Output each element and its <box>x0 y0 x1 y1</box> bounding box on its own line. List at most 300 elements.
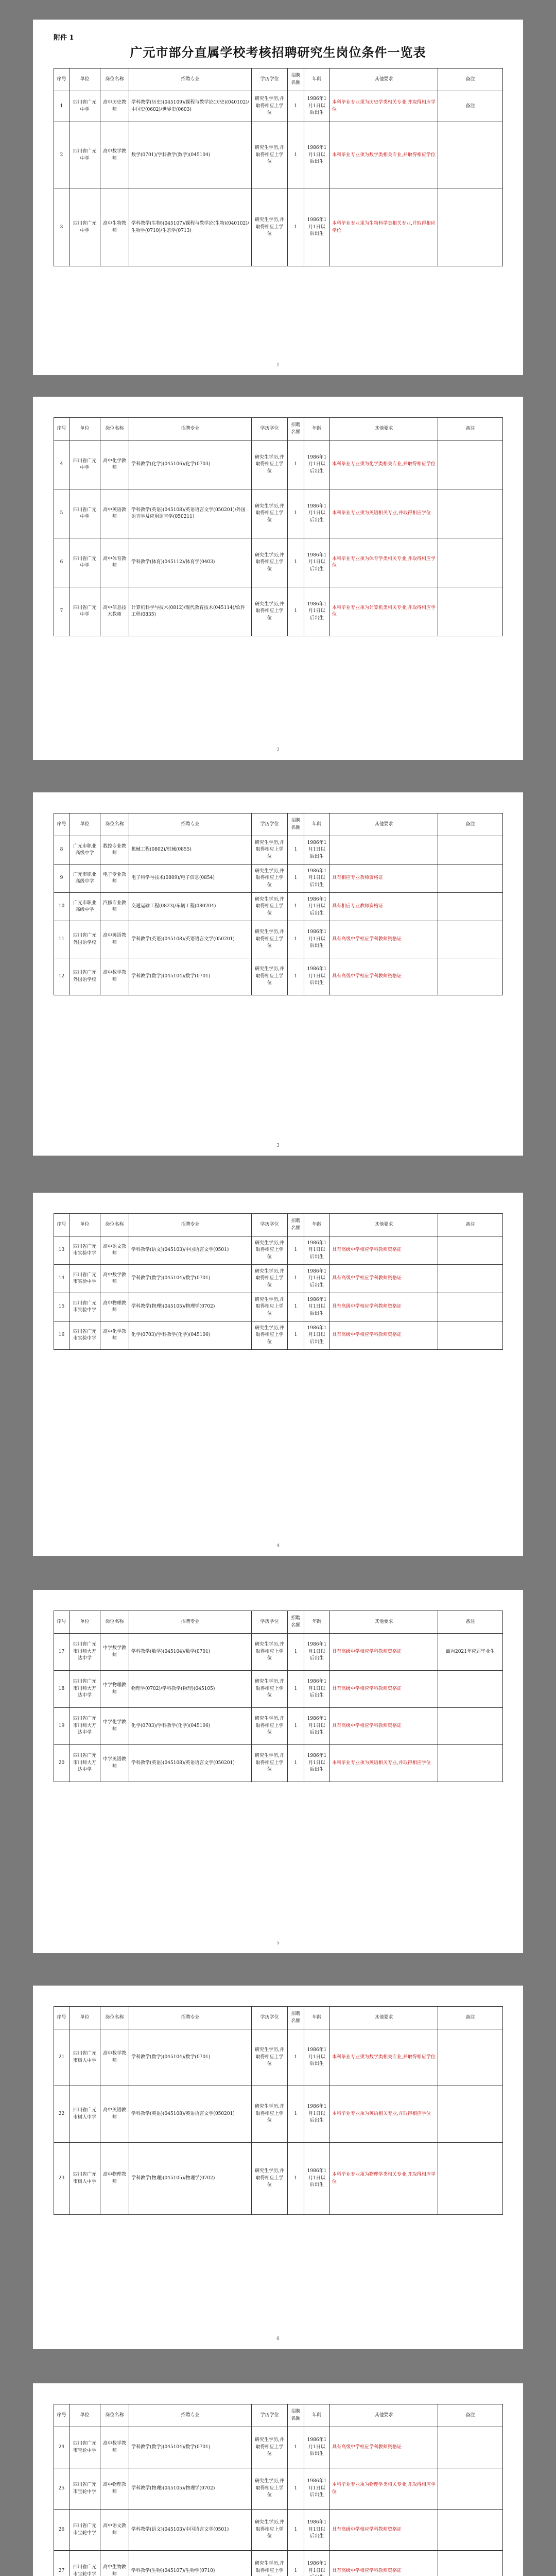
cell-remark <box>438 2551 503 2576</box>
cell-remark <box>438 836 503 865</box>
cell-degree: 研究生学历,并取得相应上学位 <box>252 1293 288 1321</box>
cell-major: 学科教学(数学)(045104)/数学(0701) <box>129 2029 252 2086</box>
cell-unit: 四川省广元市宝轮中学 <box>70 2468 100 2510</box>
cell-post: 高中生物教师 <box>100 2551 129 2576</box>
cell-degree: 研究生学历,并取得相应上学位 <box>252 587 288 636</box>
cell-degree: 研究生学历,并取得相应上学位 <box>252 1671 288 1708</box>
cell-degree: 研究生学历,并取得相应上学位 <box>252 440 288 489</box>
cell-major: 计算机科学与技术(0812)/现代教育技术(045114)/软件工程(0835) <box>129 587 252 636</box>
cell-major: 学科教学(数学)(045104)/数学(0701) <box>129 2427 252 2468</box>
cell-degree: 研究生学历,并取得相应上学位 <box>252 2427 288 2468</box>
column-header-quota: 招聘名额 <box>288 2404 304 2427</box>
cell-quota: 1 <box>288 91 304 122</box>
column-header-remark: 备注 <box>438 2007 503 2029</box>
table-row <box>54 440 503 489</box>
cell-quota: 1 <box>288 958 304 995</box>
cell-other: 具有高级中学相应学科教师资格证 <box>330 1321 438 1350</box>
cell-quota: 1 <box>288 2468 304 2510</box>
cell-post: 高中历史教师 <box>100 91 129 122</box>
column-header-unit: 单位 <box>70 69 100 91</box>
cell-no: 6 <box>54 538 70 587</box>
cell-age: 1986年1月1日以后出生 <box>304 440 330 489</box>
cell-post: 高中英语教师 <box>100 2086 129 2143</box>
column-header-degree: 学历学位 <box>252 69 288 91</box>
cell-post: 高中生物教师 <box>100 189 129 266</box>
cell-no: 19 <box>54 1708 70 1745</box>
cell-other: 具有高级中学相应学科教师资格证 <box>330 1265 438 1293</box>
column-header-remark: 备注 <box>438 418 503 440</box>
cell-unit: 四川省广元市川师大万达中学 <box>70 1708 100 1745</box>
cell-other: 具有高级中学相应学科教师资格证 <box>330 958 438 995</box>
cell-unit: 四川省广元市树人中学 <box>70 2029 100 2086</box>
cell-age: 1986年1月1日以后出生 <box>304 1321 330 1350</box>
cell-quota: 1 <box>288 893 304 921</box>
column-header-remark: 备注 <box>438 1611 503 1634</box>
cell-unit: 四川省广元中学 <box>70 538 100 587</box>
cell-age: 1986年1月1日以后出生 <box>304 893 330 921</box>
cell-age: 1986年1月1日以后出生 <box>304 189 330 266</box>
cell-remark <box>438 893 503 921</box>
page-number: 4 <box>276 1544 280 1549</box>
cell-remark <box>438 958 503 995</box>
cell-post: 中学化学教师 <box>100 1708 129 1745</box>
cell-unit: 四川省广元市宝轮中学 <box>70 2510 100 2551</box>
table-row <box>54 1671 503 1708</box>
cell-quota: 1 <box>288 1634 304 1671</box>
cell-other: 具有高级中学相应学科教师资格证 <box>330 1634 438 1671</box>
cell-unit: 广元市职业高级中学 <box>70 893 100 921</box>
cell-post: 高中数学教师 <box>100 2427 129 2468</box>
document-page <box>33 1193 523 1556</box>
column-header-major: 招聘专业 <box>129 2007 252 2029</box>
cell-quota: 1 <box>288 2427 304 2468</box>
cell-age: 1986年1月1日以后出生 <box>304 1236 330 1265</box>
cell-other: 本科毕业专业须为生物科学类相关专业,并取得相应学位 <box>330 189 438 266</box>
column-header-other: 其他要求 <box>330 2404 438 2427</box>
cell-major: 化学(0703)/学科教学(化学)(045106) <box>129 1708 252 1745</box>
table-header-row <box>54 814 503 836</box>
column-header-age: 年龄 <box>304 1611 330 1634</box>
cell-degree: 研究生学历,并取得相应上学位 <box>252 2029 288 2086</box>
cell-unit: 广元市职业高级中学 <box>70 836 100 865</box>
column-header-post: 岗位名称 <box>100 2007 129 2029</box>
cell-major: 学科教学(历史)(045109)/课程与教学论(历史)(040102)/中国史(0602)/世界史(0603) <box>129 91 252 122</box>
cell-major: 学科教学(物理)(045105)/物理学(0702) <box>129 2468 252 2510</box>
cell-age: 1986年1月1日以后出生 <box>304 1634 330 1671</box>
table-row <box>54 2551 503 2576</box>
table-row <box>54 2427 503 2468</box>
cell-post: 高中体育教师 <box>100 538 129 587</box>
column-header-unit: 单位 <box>70 2404 100 2427</box>
cell-unit: 四川省广元中学 <box>70 489 100 538</box>
table-header-row <box>54 1214 503 1236</box>
column-header-unit: 单位 <box>70 418 100 440</box>
cell-post: 高中数学教师 <box>100 2029 129 2086</box>
cell-degree: 研究生学历,并取得相应上学位 <box>252 489 288 538</box>
cell-no: 16 <box>54 1321 70 1350</box>
recruitment-table <box>54 2404 503 2576</box>
cell-post: 中学数学教师 <box>100 1634 129 1671</box>
cell-degree: 研究生学历,并取得相应上学位 <box>252 1634 288 1671</box>
table-row <box>54 893 503 921</box>
cell-remark <box>438 1236 503 1265</box>
cell-remark <box>438 1671 503 1708</box>
cell-major: 学科教学(数学)(045104)/数学(0701) <box>129 1634 252 1671</box>
cell-age: 1986年1月1日以后出生 <box>304 2427 330 2468</box>
cell-other: 具有高级中学相应学科教师资格证 <box>330 2551 438 2576</box>
cell-quota: 1 <box>288 2143 304 2215</box>
cell-age: 1986年1月1日以后出生 <box>304 91 330 122</box>
cell-major: 学科教学(生物)(045107)/生物学(0710) <box>129 2551 252 2576</box>
cell-other: 具有高级中学相应学科教师资格证 <box>330 2427 438 2468</box>
cell-quota: 1 <box>288 865 304 893</box>
cell-age: 1986年1月1日以后出生 <box>304 538 330 587</box>
page-number: 6 <box>276 2336 280 2342</box>
cell-remark <box>438 1321 503 1350</box>
cell-quota: 1 <box>288 587 304 636</box>
cell-major: 学科教学(化学)(045106)/化学(0703) <box>129 440 252 489</box>
cell-degree: 研究生学历,并取得相应上学位 <box>252 538 288 587</box>
cell-no: 18 <box>54 1671 70 1708</box>
column-header-remark: 备注 <box>438 2404 503 2427</box>
cell-no: 23 <box>54 2143 70 2215</box>
cell-age: 1986年1月1日以后出生 <box>304 2143 330 2215</box>
cell-no: 14 <box>54 1265 70 1293</box>
page-number: 3 <box>276 1143 280 1148</box>
cell-no: 21 <box>54 2029 70 2086</box>
cell-post: 高中信息技术教师 <box>100 587 129 636</box>
column-header-major: 招聘专业 <box>129 69 252 91</box>
column-header-age: 年龄 <box>304 2007 330 2029</box>
cell-remark <box>438 865 503 893</box>
cell-degree: 研究生学历,并取得相应上学位 <box>252 836 288 865</box>
cell-age: 1986年1月1日以后出生 <box>304 489 330 538</box>
table-row <box>54 1745 503 1782</box>
cell-major: 学科教学(英语)(045108)/英语语言文学(050201)/外国语言学及应用语言学(050211) <box>129 489 252 538</box>
cell-major: 学科教学(数学)(045104)/数学(0701) <box>129 1265 252 1293</box>
table-header-row <box>54 1611 503 1634</box>
cell-major: 交通运输工程(0823)/车辆工程(080204) <box>129 893 252 921</box>
cell-age: 1986年1月1日以后出生 <box>304 836 330 865</box>
table-row <box>54 91 503 122</box>
cell-no: 15 <box>54 1293 70 1321</box>
cell-no: 8 <box>54 836 70 865</box>
document-page <box>33 1986 523 2349</box>
cell-quota: 1 <box>288 440 304 489</box>
cell-no: 27 <box>54 2551 70 2576</box>
table-row <box>54 1236 503 1265</box>
table-row <box>54 2086 503 2143</box>
cell-unit: 四川省广元市实验中学 <box>70 1321 100 1350</box>
cell-quota: 1 <box>288 836 304 865</box>
cell-quota: 1 <box>288 1708 304 1745</box>
cell-remark <box>438 2510 503 2551</box>
cell-other: 本科毕业专业须为历史学类相关专业,并取得相应学位 <box>330 91 438 122</box>
recruitment-table <box>54 417 503 636</box>
cell-unit: 四川省广元市川师大万达中学 <box>70 1634 100 1671</box>
cell-degree: 研究生学历,并取得相应上学位 <box>252 2143 288 2215</box>
cell-no: 26 <box>54 2510 70 2551</box>
column-header-post: 岗位名称 <box>100 69 129 91</box>
column-header-major: 招聘专业 <box>129 1611 252 1634</box>
cell-quota: 1 <box>288 1236 304 1265</box>
cell-degree: 研究生学历,并取得相应上学位 <box>252 921 288 958</box>
cell-post: 高中化学教师 <box>100 1321 129 1350</box>
cell-post: 中学英语教师 <box>100 1745 129 1782</box>
cell-quota: 1 <box>288 189 304 266</box>
cell-degree: 研究生学历,并取得相应上学位 <box>252 958 288 995</box>
recruitment-table <box>54 1611 503 1782</box>
cell-remark <box>438 189 503 266</box>
table-row <box>54 538 503 587</box>
table-row <box>54 958 503 995</box>
cell-degree: 研究生学历,并取得相应上学位 <box>252 122 288 189</box>
recruitment-table <box>54 2006 503 2215</box>
page-number: 2 <box>276 748 280 753</box>
cell-other <box>330 836 438 865</box>
table-row <box>54 1265 503 1293</box>
cell-post: 高中数学教师 <box>100 958 129 995</box>
column-header-quota: 招聘名额 <box>288 2007 304 2029</box>
cell-degree: 研究生学历,并取得相应上学位 <box>252 865 288 893</box>
column-header-degree: 学历学位 <box>252 1214 288 1236</box>
column-header-other: 其他要求 <box>330 69 438 91</box>
cell-post: 高中化学教师 <box>100 440 129 489</box>
cell-no: 11 <box>54 921 70 958</box>
cell-unit: 四川省广元市实验中学 <box>70 1265 100 1293</box>
cell-age: 1986年1月1日以后出生 <box>304 958 330 995</box>
cell-age: 1986年1月1日以后出生 <box>304 1265 330 1293</box>
cell-unit: 四川省广元中学 <box>70 122 100 189</box>
cell-unit: 四川省广元市宝轮中学 <box>70 2427 100 2468</box>
column-header-other: 其他要求 <box>330 814 438 836</box>
recruitment-table <box>54 813 503 995</box>
document-page <box>33 1590 523 1953</box>
cell-degree: 研究生学历,并取得相应上学位 <box>252 2510 288 2551</box>
cell-other: 本科毕业专业须为化学类相关专业,并取得相应学位 <box>330 440 438 489</box>
column-header-no: 序号 <box>54 2404 70 2427</box>
column-header-remark: 备注 <box>438 1214 503 1236</box>
recruitment-table <box>54 68 503 266</box>
cell-major: 化学(0703)/学科教学(化学)(045106) <box>129 1321 252 1350</box>
column-header-degree: 学历学位 <box>252 2404 288 2427</box>
cell-remark <box>438 2086 503 2143</box>
cell-remark <box>438 1293 503 1321</box>
cell-remark <box>438 1708 503 1745</box>
cell-unit: 四川省广元中学 <box>70 587 100 636</box>
cell-major: 数学(0701)/学科教学(数学)(045104) <box>129 122 252 189</box>
cell-major: 学科教学(生物)(045107)/课程与教学论(生物)(040102)/生物学(0710)/生态学(0713) <box>129 189 252 266</box>
cell-major: 电子科学与技术(0809)/电子信息(0854) <box>129 865 252 893</box>
table-row <box>54 189 503 266</box>
cell-post: 数控专业教师 <box>100 836 129 865</box>
table-row <box>54 921 503 958</box>
cell-no: 2 <box>54 122 70 189</box>
cell-other: 具有相应专业教师资格证 <box>330 893 438 921</box>
column-header-unit: 单位 <box>70 1214 100 1236</box>
cell-other: 本科毕业专业须为英语相关专业,并取得相应学位 <box>330 489 438 538</box>
cell-unit: 四川省广元市川师大万达中学 <box>70 1745 100 1782</box>
cell-degree: 研究生学历,并取得相应上学位 <box>252 1708 288 1745</box>
cell-unit: 四川省广元市树人中学 <box>70 2143 100 2215</box>
document-page <box>33 2383 523 2576</box>
column-header-post: 岗位名称 <box>100 418 129 440</box>
cell-quota: 1 <box>288 538 304 587</box>
cell-remark <box>438 587 503 636</box>
cell-post: 电子专业教师 <box>100 865 129 893</box>
cell-other: 具有高级中学相应学科教师资格证 <box>330 1708 438 1745</box>
column-header-post: 岗位名称 <box>100 1214 129 1236</box>
cell-other: 具有高级中学相应学科教师资格证 <box>330 2510 438 2551</box>
column-header-other: 其他要求 <box>330 1611 438 1634</box>
cell-degree: 研究生学历,并取得相应上学位 <box>252 91 288 122</box>
cell-quota: 1 <box>288 921 304 958</box>
column-header-major: 招聘专业 <box>129 814 252 836</box>
cell-age: 1986年1月1日以后出生 <box>304 2086 330 2143</box>
column-header-degree: 学历学位 <box>252 814 288 836</box>
cell-degree: 研究生学历,并取得相应上学位 <box>252 1236 288 1265</box>
cell-age: 1986年1月1日以后出生 <box>304 2510 330 2551</box>
cell-major: 学科教学(物理)(045105)/物理学(0702) <box>129 2143 252 2215</box>
column-header-quota: 招聘名额 <box>288 814 304 836</box>
column-header-post: 岗位名称 <box>100 2404 129 2427</box>
table-row <box>54 2143 503 2215</box>
cell-age: 1986年1月1日以后出生 <box>304 1671 330 1708</box>
page-number: 1 <box>276 363 280 368</box>
cell-quota: 1 <box>288 2551 304 2576</box>
cell-other: 具有高级中学相应学科教师资格证 <box>330 1236 438 1265</box>
table-row <box>54 865 503 893</box>
cell-quota: 1 <box>288 1671 304 1708</box>
cell-no: 4 <box>54 440 70 489</box>
cell-major: 学科教学(体育)(045112)/体育学(0403) <box>129 538 252 587</box>
column-header-major: 招聘专业 <box>129 1214 252 1236</box>
cell-remark <box>438 2029 503 2086</box>
cell-remark <box>438 122 503 189</box>
cell-degree: 研究生学历,并取得相应上学位 <box>252 1745 288 1782</box>
column-header-degree: 学历学位 <box>252 418 288 440</box>
document-page <box>33 20 523 375</box>
cell-remark <box>438 2468 503 2510</box>
table-row <box>54 1634 503 1671</box>
cell-degree: 研究生学历,并取得相应上学位 <box>252 1265 288 1293</box>
cell-age: 1986年1月1日以后出生 <box>304 1708 330 1745</box>
cell-major: 学科教学(英语)(045108)/英语语言文学(050201) <box>129 2086 252 2143</box>
table-header-row <box>54 418 503 440</box>
document-page <box>33 792 523 1156</box>
cell-unit: 四川省广元中学 <box>70 440 100 489</box>
column-header-post: 岗位名称 <box>100 814 129 836</box>
cell-quota: 1 <box>288 2510 304 2551</box>
cell-quota: 1 <box>288 2086 304 2143</box>
cell-other: 本科毕业专业须为物理学类相关专业,并取得相应学位 <box>330 2468 438 2510</box>
column-header-other: 其他要求 <box>330 418 438 440</box>
cell-unit: 四川省广元市实验中学 <box>70 1236 100 1265</box>
column-header-quota: 招聘名额 <box>288 1611 304 1634</box>
cell-no: 5 <box>54 489 70 538</box>
cell-major: 学科教学(英语)(045108)/英语语言文学(050201) <box>129 1745 252 1782</box>
cell-no: 3 <box>54 189 70 266</box>
cell-quota: 1 <box>288 1293 304 1321</box>
cell-degree: 研究生学历,并取得相应上学位 <box>252 2468 288 2510</box>
cell-no: 12 <box>54 958 70 995</box>
cell-major: 物理学(0702)/学科教学(物理)(045105) <box>129 1671 252 1708</box>
column-header-no: 序号 <box>54 814 70 836</box>
cell-age: 1986年1月1日以后出生 <box>304 122 330 189</box>
column-header-other: 其他要求 <box>330 1214 438 1236</box>
table-row <box>54 2510 503 2551</box>
cell-other: 本科毕业专业须为英语相关专业,并取得相应学位 <box>330 2086 438 2143</box>
column-header-age: 年龄 <box>304 418 330 440</box>
cell-unit: 四川省广元市树人中学 <box>70 2086 100 2143</box>
column-header-other: 其他要求 <box>330 2007 438 2029</box>
column-header-unit: 单位 <box>70 2007 100 2029</box>
cell-unit: 四川省广元外国语学校 <box>70 958 100 995</box>
table-header-row <box>54 2007 503 2029</box>
cell-quota: 1 <box>288 489 304 538</box>
cell-other: 本科毕业专业须为英语相关专业,并取得相应学位 <box>330 1745 438 1782</box>
cell-quota: 1 <box>288 1321 304 1350</box>
cell-unit: 四川省广元中学 <box>70 91 100 122</box>
column-header-post: 岗位名称 <box>100 1611 129 1634</box>
column-header-quota: 招聘名额 <box>288 1214 304 1236</box>
column-header-unit: 单位 <box>70 1611 100 1634</box>
cell-remark: 面向2021年应届毕业生 <box>438 1634 503 1671</box>
cell-other: 具有高级中学相应学科教师资格证 <box>330 1671 438 1708</box>
cell-remark <box>438 489 503 538</box>
cell-post: 中学物理教师 <box>100 1671 129 1708</box>
cell-remark <box>438 538 503 587</box>
column-header-age: 年龄 <box>304 814 330 836</box>
cell-degree: 研究生学历,并取得相应上学位 <box>252 2086 288 2143</box>
column-header-major: 招聘专业 <box>129 2404 252 2427</box>
cell-no: 7 <box>54 587 70 636</box>
table-row <box>54 1708 503 1745</box>
cell-major: 机械工程(0802)/机械(0855) <box>129 836 252 865</box>
cell-unit: 四川省广元中学 <box>70 189 100 266</box>
table-header-row <box>54 2404 503 2427</box>
cell-quota: 1 <box>288 2029 304 2086</box>
cell-other: 本科毕业专业须为物理学类相关专业,并取得相应学位 <box>330 2143 438 2215</box>
cell-other: 具有相应专业教师资格证 <box>330 865 438 893</box>
table-row <box>54 122 503 189</box>
cell-age: 1986年1月1日以后出生 <box>304 2029 330 2086</box>
cell-unit: 四川省广元外国语学校 <box>70 921 100 958</box>
cell-unit: 四川省广元市川师大万达中学 <box>70 1671 100 1708</box>
cell-no: 24 <box>54 2427 70 2468</box>
column-header-no: 序号 <box>54 418 70 440</box>
column-header-age: 年龄 <box>304 69 330 91</box>
cell-post: 高中英语教师 <box>100 489 129 538</box>
cell-age: 1986年1月1日以后出生 <box>304 1293 330 1321</box>
cell-remark <box>438 1265 503 1293</box>
cell-major: 学科教学(语文)(045103)/中国语言文学(0501) <box>129 1236 252 1265</box>
document-page <box>33 397 523 760</box>
column-header-age: 年龄 <box>304 1214 330 1236</box>
column-header-no: 序号 <box>54 1214 70 1236</box>
cell-other: 本科毕业专业须为计算机类相关专业,并取得相应学位 <box>330 587 438 636</box>
cell-other: 具有高级中学相应学科教师资格证 <box>330 1293 438 1321</box>
cell-unit: 广元市职业高级中学 <box>70 865 100 893</box>
column-header-remark: 备注 <box>438 69 503 91</box>
column-header-no: 序号 <box>54 1611 70 1634</box>
cell-post: 高中物理教师 <box>100 1293 129 1321</box>
cell-age: 1986年1月1日以后出生 <box>304 865 330 893</box>
cell-major: 学科教学(数学)(045104)/数学(0701) <box>129 958 252 995</box>
cell-no: 9 <box>54 865 70 893</box>
table-row <box>54 1321 503 1350</box>
cell-unit: 四川省广元市实验中学 <box>70 1293 100 1321</box>
